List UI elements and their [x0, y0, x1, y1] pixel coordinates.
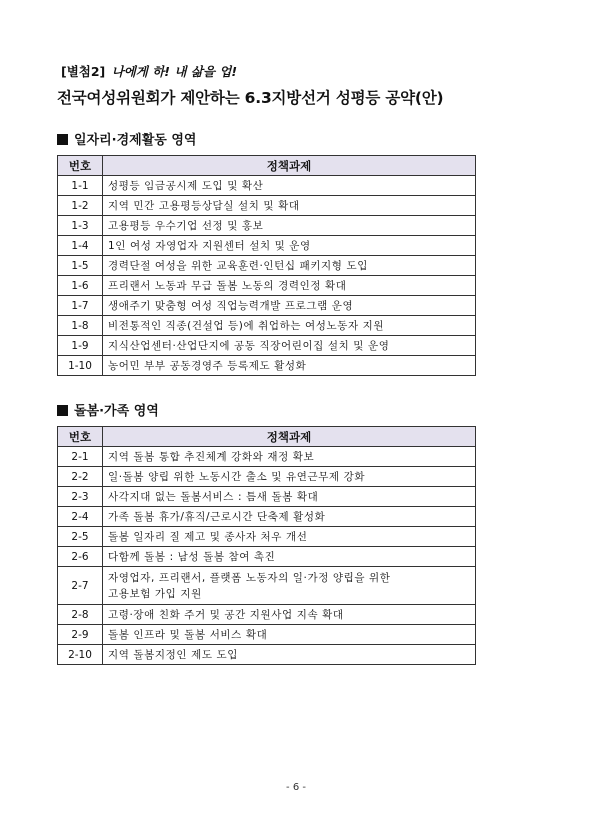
row-task: 1인 여성 자영업자 지원센터 설치 및 운영 — [103, 236, 476, 256]
table-row — [58, 467, 476, 487]
table-row — [58, 487, 476, 507]
table-row — [58, 336, 476, 356]
row-number: 2-7 — [58, 567, 103, 605]
square-bullet-icon — [57, 134, 68, 145]
row-number: 1-6 — [58, 276, 103, 296]
row-task: 성평등 임금공시제 도입 및 확산 — [103, 176, 476, 196]
page-number: - 6 - — [286, 782, 306, 793]
row-task: 돌봄 인프라 및 돌봄 서비스 확대 — [103, 625, 476, 645]
row-number: 2-2 — [58, 467, 103, 487]
table-row — [58, 605, 476, 625]
row-number: 1-2 — [58, 196, 103, 216]
employment-policy-table — [57, 155, 476, 376]
column-header-task: 정책과제 — [103, 427, 476, 447]
row-task: 농어민 부부 공동경영주 등록제도 활성화 — [103, 356, 476, 376]
row-task: 고용평등 우수기업 선정 및 홍보 — [103, 216, 476, 236]
row-number: 2-3 — [58, 487, 103, 507]
row-task: 사각지대 없는 돌봄서비스 : 틈새 돌봄 확대 — [103, 487, 476, 507]
row-task: 지역 돌봄 통합 추진체계 강화와 재정 확보 — [103, 447, 476, 467]
row-number: 1-9 — [58, 336, 103, 356]
table-row — [58, 276, 476, 296]
row-task: 일·돌봄 양립 위한 노동시간 출소 및 유연근무제 강화 — [103, 467, 476, 487]
row-task-line: 고용보험 가입 지원 — [108, 587, 202, 600]
table-row — [58, 196, 476, 216]
table-row — [58, 567, 476, 605]
column-header-num: 번호 — [58, 156, 103, 176]
row-number: 1-10 — [58, 356, 103, 376]
slogan: 나에게 하! 내 삶을 업! — [111, 64, 238, 79]
row-number: 2-5 — [58, 527, 103, 547]
square-bullet-icon — [57, 405, 68, 416]
row-number: 2-4 — [58, 507, 103, 527]
table-row — [58, 625, 476, 645]
row-task: 비전통적인 직종(건설업 등)에 취업하는 여성노동자 지원 — [103, 316, 476, 336]
row-number: 1-7 — [58, 296, 103, 316]
row-task-line: 자영업자, 프리랜서, 플랫폼 노동자의 일·가정 양립을 위한 — [108, 571, 391, 584]
table-row — [58, 507, 476, 527]
row-number: 1-4 — [58, 236, 103, 256]
row-task: 생애주기 맞춤형 여성 직업능력개발 프로그램 운영 — [103, 296, 476, 316]
table-row — [58, 236, 476, 256]
row-number: 2-9 — [58, 625, 103, 645]
row-task: 경력단절 여성을 위한 교육훈련·인턴십 패키지형 도입 — [103, 256, 476, 276]
row-task: 가족 돌봄 휴가/휴직/근로시간 단축제 활성화 — [103, 507, 476, 527]
section-heading-text: 돌봄·가족 영역 — [74, 404, 159, 419]
row-task: 돌봄 일자리 질 제고 및 종사자 처우 개선 — [103, 527, 476, 547]
table-row — [58, 256, 476, 276]
row-number: 1-8 — [58, 316, 103, 336]
row-number: 2-8 — [58, 605, 103, 625]
care-policy-table — [57, 426, 476, 665]
table-row — [58, 645, 476, 665]
row-task: 지식산업센터·산업단지에 공동 직장어린이집 설치 및 운영 — [103, 336, 476, 356]
row-number: 2-10 — [58, 645, 103, 665]
row-task: 다함께 돌봄 : 남성 돌봄 참여 촉진 — [103, 547, 476, 567]
table-row — [58, 447, 476, 467]
row-task — [103, 567, 476, 605]
column-header-task: 정책과제 — [103, 156, 476, 176]
row-number: 2-6 — [58, 547, 103, 567]
table-header-row — [58, 156, 476, 176]
row-task: 프리랜서 노동과 무급 돌봄 노동의 경력인정 확대 — [103, 276, 476, 296]
section-heading-employment — [57, 129, 197, 148]
row-task: 지역 돌봄지정인 제도 도입 — [103, 645, 476, 665]
table-row — [58, 547, 476, 567]
table-row — [58, 296, 476, 316]
table-row — [58, 216, 476, 236]
row-number: 2-1 — [58, 447, 103, 467]
row-task: 지역 민간 고용평등상담실 설치 및 확대 — [103, 196, 476, 216]
table-row — [58, 316, 476, 336]
row-number: 1-5 — [58, 256, 103, 276]
document-title: 전국여성위원회가 제안하는 6.3지방선거 성평등 공약(안) — [57, 89, 444, 107]
attachment-line — [61, 62, 237, 80]
table-row — [58, 176, 476, 196]
table-row — [58, 356, 476, 376]
row-number: 1-1 — [58, 176, 103, 196]
column-header-num: 번호 — [58, 427, 103, 447]
section-heading-care — [57, 400, 159, 419]
attachment-label: [별첨2] — [61, 64, 106, 79]
table-header-row — [58, 427, 476, 447]
table-row — [58, 527, 476, 547]
row-number: 1-3 — [58, 216, 103, 236]
row-task: 고령·장애 친화 주거 및 공간 지원사업 지속 확대 — [103, 605, 476, 625]
section-heading-text: 일자리·경제활동 영역 — [74, 133, 197, 148]
